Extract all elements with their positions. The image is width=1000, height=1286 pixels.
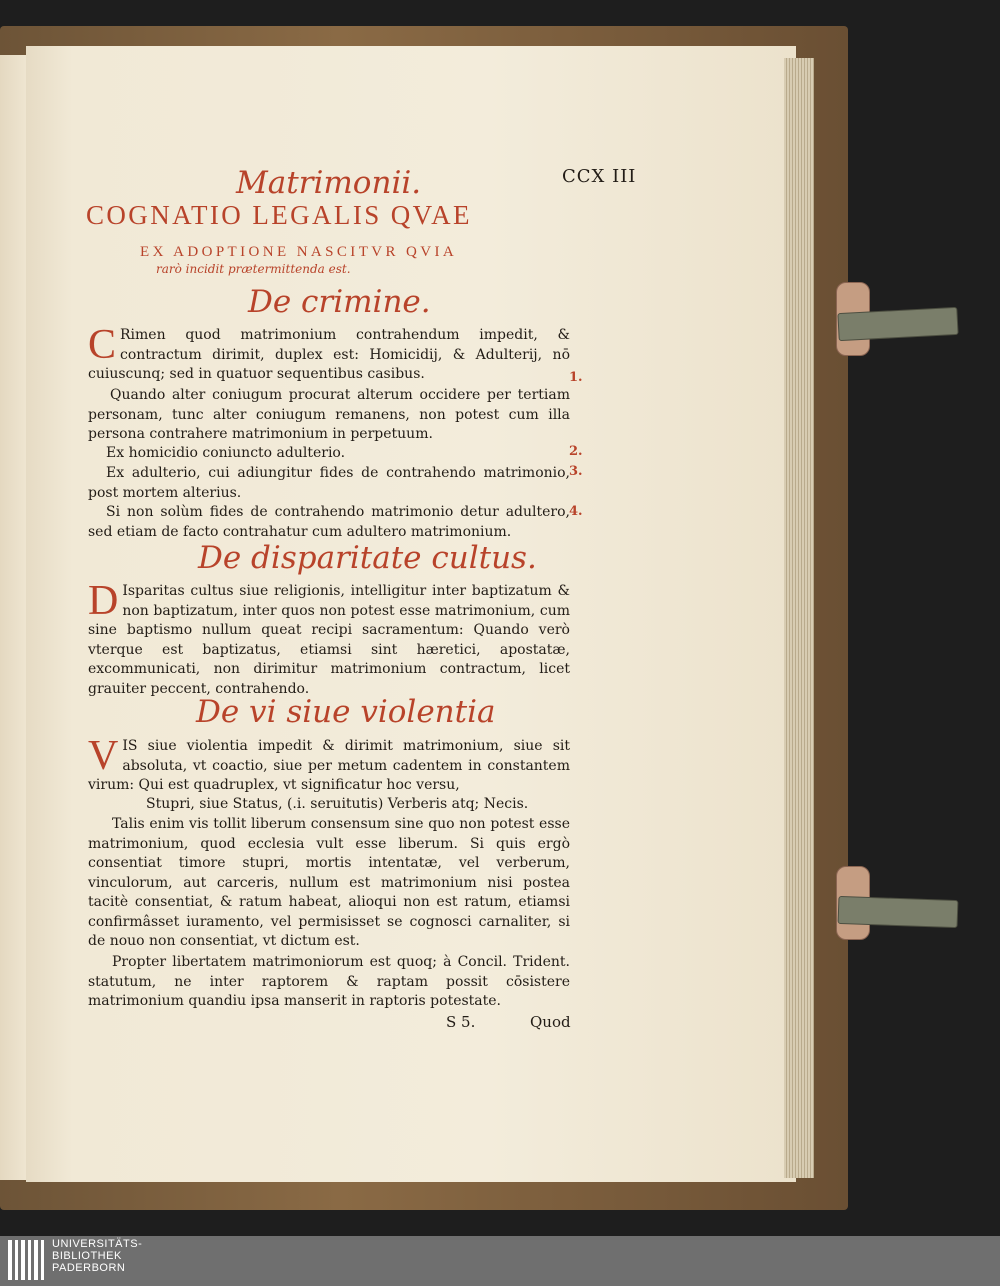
clasp-strap-bottom <box>838 896 959 928</box>
section-title-crimine: De crimine. <box>248 284 431 320</box>
library-name: UNIVERSITÄTS- BIBLIOTHEK PADERBORN <box>52 1238 143 1274</box>
drop-cap: V <box>88 733 119 779</box>
paragraph-text: Rimen quod matrimonium contrahendum impedit, & contractum dirimit, duplex est: Homicidij, & Adulterij, nō cuiuscunq; sed in quatuor sequentibus casibus. <box>88 327 570 382</box>
heading-caps-line-1: COGNATIO LEGALIS QVAE <box>86 200 472 230</box>
paragraph <box>88 503 570 542</box>
heading-small-line: rarò incidit prætermittenda est. <box>156 262 351 276</box>
paragraph <box>88 444 570 464</box>
catchword: Quod <box>530 1013 571 1031</box>
page-edges <box>784 58 814 1178</box>
paragraph <box>88 386 570 445</box>
paragraph <box>88 815 570 952</box>
paragraph <box>88 322 570 385</box>
signature-mark: S 5. <box>446 1013 476 1031</box>
paragraph-text: Si non solùm fides de contrahendo matrimonio detur adultero, sed etiam de facto contrahatur cum adultero matrimonium. <box>88 504 570 540</box>
margin-number: 4. <box>569 504 583 519</box>
margin-number: 2. <box>569 444 583 459</box>
section-title-disparitate: De disparitate cultus. <box>198 540 537 576</box>
paragraph <box>88 953 570 1012</box>
left-page-edge <box>0 55 29 1180</box>
footer-bar <box>0 1236 1000 1286</box>
drop-cap: D <box>88 578 119 624</box>
verse-line <box>146 795 566 815</box>
paragraph <box>88 578 570 699</box>
margin-number: 3. <box>569 464 583 479</box>
section-title-violentia: De vi siue violentia <box>196 694 496 730</box>
heading-caps-line-2: EX ADOPTIONE NASCITVR QVIA <box>140 244 458 260</box>
paragraph-text: Isparitas cultus siue religionis, intelligitur inter baptizatum & non baptizatum, inter quos non potest esse matrimonium, cum sine baptismo nullum queat recipi sacramentum: Quando verò vterque est baptizatus, etiamsi sint hæretici, apostatæ, excommunicati, non dirimitur matrimonium contractum, licet grauiter peccent, contrahendo. <box>88 583 570 697</box>
paragraph-text: Ex adulterio, cui adiungitur fides de contrahendo matrimonio, post mortem alterius. <box>88 465 570 501</box>
paragraph-text: IS siue violentia impedit & dirimit matrimonium, siue sit absoluta, vt coactio, siue per metum cadentem in constantem virum: Qui est quadruplex, vt significatur hoc versu, <box>88 738 570 793</box>
paragraph <box>88 733 570 796</box>
library-logo-icon <box>8 1240 44 1282</box>
paragraph-text: Ex homicidio coniuncto adulterio. <box>106 445 346 461</box>
margin-number: 1. <box>569 370 583 385</box>
folio-number: CCX III <box>562 166 637 187</box>
paragraph-text: Propter libertatem matrimoniorum est quoq; à Concil. Trident. statutum, ne inter raptorem & raptam possit cōsistere matrimonium quandiu ipsa manserit in raptoris potestate. <box>88 954 570 1009</box>
paragraph-text: Quando alter coniugum procurat alterum occidere per tertiam personam, tunc alter coniugum remanens, non potest cum illa persona contrahere matrimonium in perpetuum. <box>88 387 570 442</box>
paragraph <box>88 464 570 503</box>
running-title: Matrimonii. <box>236 165 422 201</box>
verse-text: Stupri, siue Status, (.i. seruitutis) Verberis atq; Necis. <box>146 796 529 812</box>
drop-cap: C <box>88 322 117 368</box>
paragraph-text: Talis enim vis tollit liberum consensum sine quo non potest esse matrimonium, quod ecclesia vult esse liberum. Si quis ergò consentiat timore stupri, mortis intentatæ, vel verberum, vinculorum, aut carceris, nullum est matrimonium nisi postea tacitè consentiat, & ratum habeat, alioqui non est ratum, etiamsi confirmâsset iuramento, vel permisisset se cognosci carnaliter, si de nouo non consentiat, vt dictum est. <box>88 816 570 949</box>
